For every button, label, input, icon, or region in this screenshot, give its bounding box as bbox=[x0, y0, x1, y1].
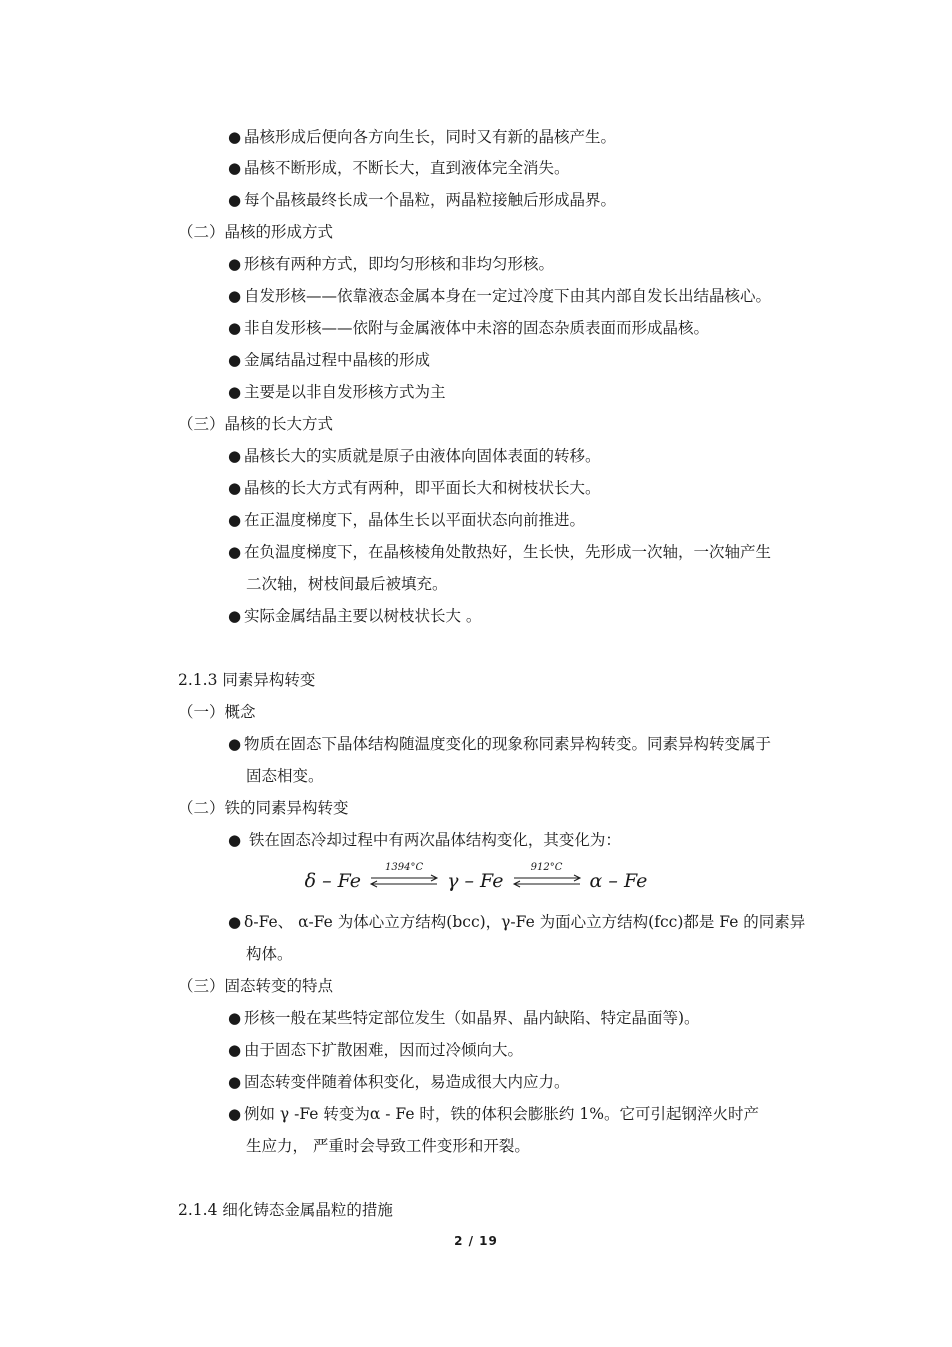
bullet-icon: ● bbox=[228, 383, 242, 401]
bullet-icon: ● bbox=[228, 831, 242, 849]
section-heading-2-1-3: 2.1.3 同素异构转变 bbox=[178, 671, 316, 689]
subheading-nucleus-growth: （三）晶核的长大方式 bbox=[178, 415, 334, 433]
bullet-item: ● 由于固态下扩散困难，因而过冷倾向大。 bbox=[228, 1041, 524, 1059]
bullet-item: ● 主要是以非自发形核方式为主 bbox=[228, 383, 446, 401]
bullet-icon: ● bbox=[228, 735, 242, 753]
bullet-icon: ● bbox=[228, 1073, 242, 1091]
bullet-item: ● 在负温度梯度下，在晶核棱角处散热好，生长快，先形成一次轴，一次轴产生 bbox=[228, 543, 772, 561]
bullet-item: ● 每个晶核最终长成一个晶粒，两晶粒接触后形成晶界。 bbox=[228, 191, 617, 209]
section-heading-2-1-4: 2.1.4 细化铸态金属晶粒的措施 bbox=[178, 1201, 393, 1219]
bullet-icon: ● bbox=[228, 1041, 242, 1059]
bullet-item: ● 物质在固态下晶体结构随温度变化的现象称同素异构转变。同素异构转变属于 bbox=[228, 735, 772, 753]
bullet-item: ● 晶核长大的实质就是原子由液体向固体表面的转移。 bbox=[228, 447, 601, 465]
bullet-item: ● 晶核形成后便向各方向生长，同时又有新的晶核产生。 bbox=[228, 128, 617, 146]
alpha-fe: α – Fe bbox=[589, 870, 648, 892]
bullet-item: ● 铁在固态冷却过程中有两次晶体结构变化，其变化为： bbox=[228, 831, 621, 849]
bullet-icon: ● bbox=[228, 159, 242, 177]
subheading-concept: （一）概念 bbox=[178, 703, 256, 721]
bullet-item: ● 例如 γ -Fe 转变为α - Fe 时，铁的体积会膨胀约 1%。它可引起钢淬火时产 bbox=[228, 1105, 759, 1123]
bullet-item: ● 形核一般在某些特定部位发生（如晶界、晶内缺陷、特定晶面等)。 bbox=[228, 1009, 700, 1027]
temperature-label: 1394°C bbox=[385, 862, 424, 873]
bullet-icon: ● bbox=[228, 351, 242, 369]
bullet-icon: ● bbox=[228, 128, 242, 146]
bullet-icon: ● bbox=[228, 1105, 242, 1123]
bullet-item: ● 固态转变伴随着体积变化，易造成很大内应力。 bbox=[228, 1073, 570, 1091]
bullet-continuation: 生应力， 严重时会导致工件变形和开裂。 bbox=[246, 1137, 530, 1155]
bullet-continuation: 二次轴，树枝间最后被填充。 bbox=[246, 575, 448, 593]
bullet-item: ● 非自发形核——依附与金属液体中未溶的固态杂质表面而形成晶核。 bbox=[228, 319, 710, 337]
bullet-icon: ● bbox=[228, 255, 242, 273]
bullet-item: ● 实际金属结晶主要以树枝状长大 。 bbox=[228, 607, 482, 625]
bullet-continuation: 构体。 bbox=[246, 945, 293, 963]
subheading-solid-state-features: （三）固态转变的特点 bbox=[178, 977, 334, 995]
bullet-item: ● 在正温度梯度下，晶体生长以平面状态向前推进。 bbox=[228, 511, 586, 529]
bullet-icon: ● bbox=[228, 511, 242, 529]
temperature-label: 912°C bbox=[530, 862, 563, 873]
gamma-fe: γ – Fe bbox=[447, 870, 504, 892]
bullet-item: ● 自发形核——依靠液态金属本身在一定过冷度下由其内部自发长出结晶核心。 bbox=[228, 287, 772, 305]
bullet-item: ● 金属结晶过程中晶核的形成 bbox=[228, 351, 431, 369]
bullet-item: ● δ-Fe、 α-Fe 为体心立方结构(bcc)，γ-Fe 为面心立方结构(fcc)都是 Fe 的同素异 bbox=[228, 913, 806, 931]
bullet-item: ● 晶核不断形成，不断长大，直到液体完全消失。 bbox=[228, 159, 570, 177]
bullet-item: ● 晶核的长大方式有两种，即平面长大和树枝状长大。 bbox=[228, 479, 601, 497]
equilibrium-arrow-1394 bbox=[369, 862, 439, 892]
subheading-nucleus-formation: （二）晶核的形成方式 bbox=[178, 223, 334, 241]
double-arrow-icon bbox=[369, 874, 439, 888]
bullet-icon: ● bbox=[228, 447, 242, 465]
bullet-icon: ● bbox=[228, 479, 242, 497]
bullet-continuation: 固态相变。 bbox=[246, 767, 324, 785]
page-number: 2 / 19 bbox=[454, 1234, 498, 1248]
bullet-item: ● 形核有两种方式，即均匀形核和非均匀形核。 bbox=[228, 255, 555, 273]
bullet-icon: ● bbox=[228, 1009, 242, 1027]
iron-transformation-formula bbox=[0, 862, 952, 898]
double-arrow-icon bbox=[512, 874, 582, 888]
subheading-iron-allotropy: （二）铁的同素异构转变 bbox=[178, 799, 349, 817]
bullet-icon: ● bbox=[228, 191, 242, 209]
bullet-icon: ● bbox=[228, 543, 242, 561]
equilibrium-arrow-912 bbox=[512, 862, 582, 892]
delta-fe: δ – Fe bbox=[304, 870, 362, 892]
bullet-icon: ● bbox=[228, 913, 242, 931]
bullet-icon: ● bbox=[228, 287, 242, 305]
bullet-icon: ● bbox=[228, 607, 242, 625]
bullet-icon: ● bbox=[228, 319, 242, 337]
